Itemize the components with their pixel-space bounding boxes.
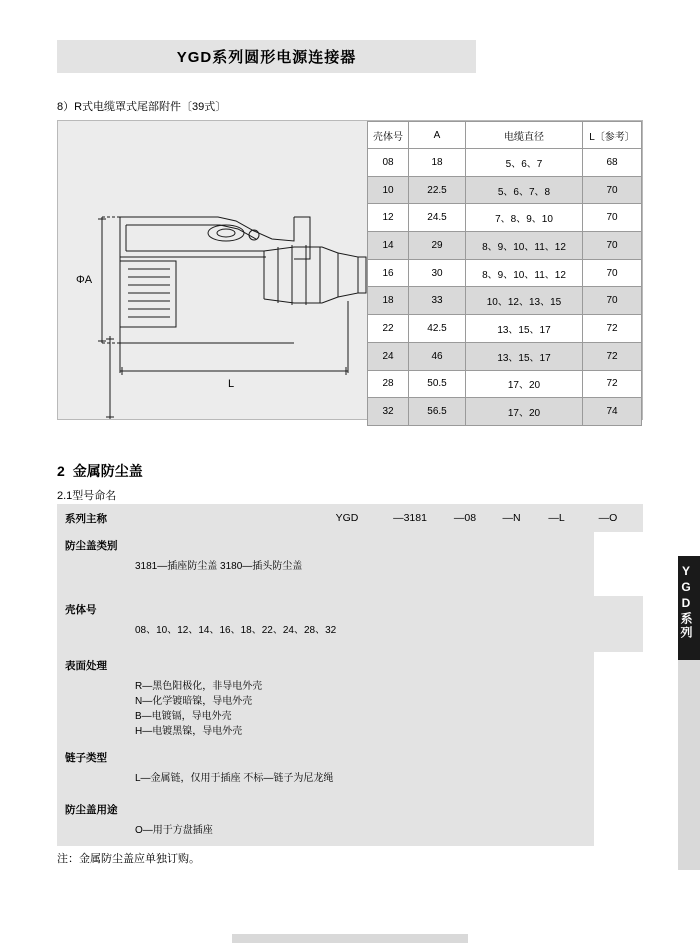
naming-group-usage (57, 796, 594, 846)
side-tab (678, 556, 700, 660)
naming-group-title: 表面处理 (65, 660, 107, 672)
table-header-row (368, 122, 642, 149)
table-row (368, 149, 642, 177)
section-2-number: 2 (57, 463, 65, 479)
cell-shell: 08 (368, 149, 409, 177)
cell-shell: 18 (368, 287, 409, 315)
cell-a: 50.5 (409, 370, 466, 398)
table-header-a: A (409, 122, 466, 149)
cell-a: 30 (409, 259, 466, 287)
naming-group-surface-treatment (57, 652, 594, 744)
table-row (368, 370, 642, 398)
table-row (368, 204, 642, 232)
cable-cover-spec-table (367, 121, 642, 426)
naming-group-line: L—金属链，仅用于插座 不标—链子为尼龙绳 (135, 773, 334, 784)
cell-dia: 7、8、9、10 (466, 204, 583, 232)
naming-code-l: —L (548, 512, 565, 524)
table-header-length: L〔参考〕 (583, 122, 642, 149)
table-row (368, 287, 642, 315)
cell-shell: 16 (368, 259, 409, 287)
naming-group-title: 防尘盖类别 (65, 540, 118, 552)
cell-shell: 14 (368, 232, 409, 260)
cell-l: 74 (583, 398, 642, 426)
naming-group-title: 防尘盖用途 (65, 804, 118, 816)
connector-drawing (58, 121, 390, 419)
naming-group-line: R—黑色阳极化，非导电外壳 (135, 681, 263, 692)
cell-dia: 13、15、17 (466, 315, 583, 343)
section-2-title: 金属防尘盖 (72, 463, 143, 479)
cell-a: 56.5 (409, 398, 466, 426)
cell-dia: 13、15、17 (466, 342, 583, 370)
page-title: YGD系列圆形电源连接器 (176, 49, 357, 66)
naming-group-line: 3181—插座防尘盖 3180—插头防尘盖 (135, 561, 303, 572)
naming-code-n: —N (502, 512, 521, 524)
cell-l: 72 (583, 370, 642, 398)
side-tab-label: YGD系列 (679, 564, 693, 640)
cell-l: 70 (583, 287, 642, 315)
naming-group-line: H—电镀黑镍，导电外壳 (135, 726, 243, 737)
cell-l: 70 (583, 232, 642, 260)
naming-group-line: O—用于方盘插座 (135, 825, 213, 836)
cell-a: 46 (409, 342, 466, 370)
table-row (368, 232, 642, 260)
cell-a: 29 (409, 232, 466, 260)
cell-shell: 24 (368, 342, 409, 370)
svg-text:L: L (228, 378, 235, 390)
cell-l: 70 (583, 259, 642, 287)
section-2-heading (57, 461, 143, 481)
cell-l: 72 (583, 315, 642, 343)
naming-code-08: —08 (453, 512, 477, 524)
naming-group-category (57, 532, 594, 596)
cell-dia: 8、9、10、11、12 (466, 232, 583, 260)
naming-header-row (57, 504, 643, 532)
cell-dia: 17、20 (466, 398, 583, 426)
cell-dia: 17、20 (466, 370, 583, 398)
naming-code-3181: —3181 (393, 512, 427, 524)
footer-bar (232, 934, 468, 943)
cell-a: 22.5 (409, 176, 466, 204)
table-row (368, 398, 642, 426)
cell-shell: 10 (368, 176, 409, 204)
naming-series-label: 系列主称 (65, 512, 107, 525)
figure-table-block (57, 120, 643, 420)
naming-group-line: B—电镀镉，导电外壳 (135, 711, 232, 722)
table-header-diameter: 电缆直径 (466, 122, 583, 149)
section-8-caption: 8）R式电缆罩式尾部附件〔39式〕 (57, 101, 227, 113)
page-title-bar (57, 40, 476, 73)
cell-shell: 32 (368, 398, 409, 426)
cell-dia: 8、9、10、11、12 (466, 259, 583, 287)
cell-dia: 10、12、13、15 (466, 287, 583, 315)
ordering-note: 注：金属防尘盖应单独订购。 (57, 853, 200, 865)
cell-dia: 5、6、7、8 (466, 176, 583, 204)
cell-a: 18 (409, 149, 466, 177)
cell-a: 33 (409, 287, 466, 315)
cell-shell: 22 (368, 315, 409, 343)
table-row (368, 342, 642, 370)
table-header-shell: 壳体号 (368, 122, 409, 149)
naming-group-line: N—化学镀暗镍，导电外壳 (135, 696, 253, 707)
cell-dia: 5、6、7 (466, 149, 583, 177)
table-row (368, 315, 642, 343)
cell-l: 72 (583, 342, 642, 370)
cell-l: 68 (583, 149, 642, 177)
naming-code-o: —O (598, 512, 618, 524)
side-strip (678, 660, 700, 870)
svg-text:ΦA: ΦA (76, 274, 93, 286)
cell-shell: 12 (368, 204, 409, 232)
cell-shell: 28 (368, 370, 409, 398)
naming-group-title: 链子类型 (65, 752, 107, 764)
cell-l: 70 (583, 176, 642, 204)
cell-a: 42.5 (409, 315, 466, 343)
table-row (368, 176, 642, 204)
section-2-1-subtitle: 2.1型号命名 (57, 490, 117, 502)
naming-group-line: 08、10、12、14、16、18、22、24、28、32 (135, 625, 337, 636)
naming-group-chain-type (57, 744, 594, 796)
naming-group-title: 壳体号 (65, 604, 97, 616)
naming-code-ygd: YGD (335, 512, 359, 524)
part-number-naming-block (57, 504, 643, 834)
cell-a: 24.5 (409, 204, 466, 232)
cell-l: 70 (583, 204, 642, 232)
table-row (368, 259, 642, 287)
naming-group-shell-size (57, 596, 643, 652)
